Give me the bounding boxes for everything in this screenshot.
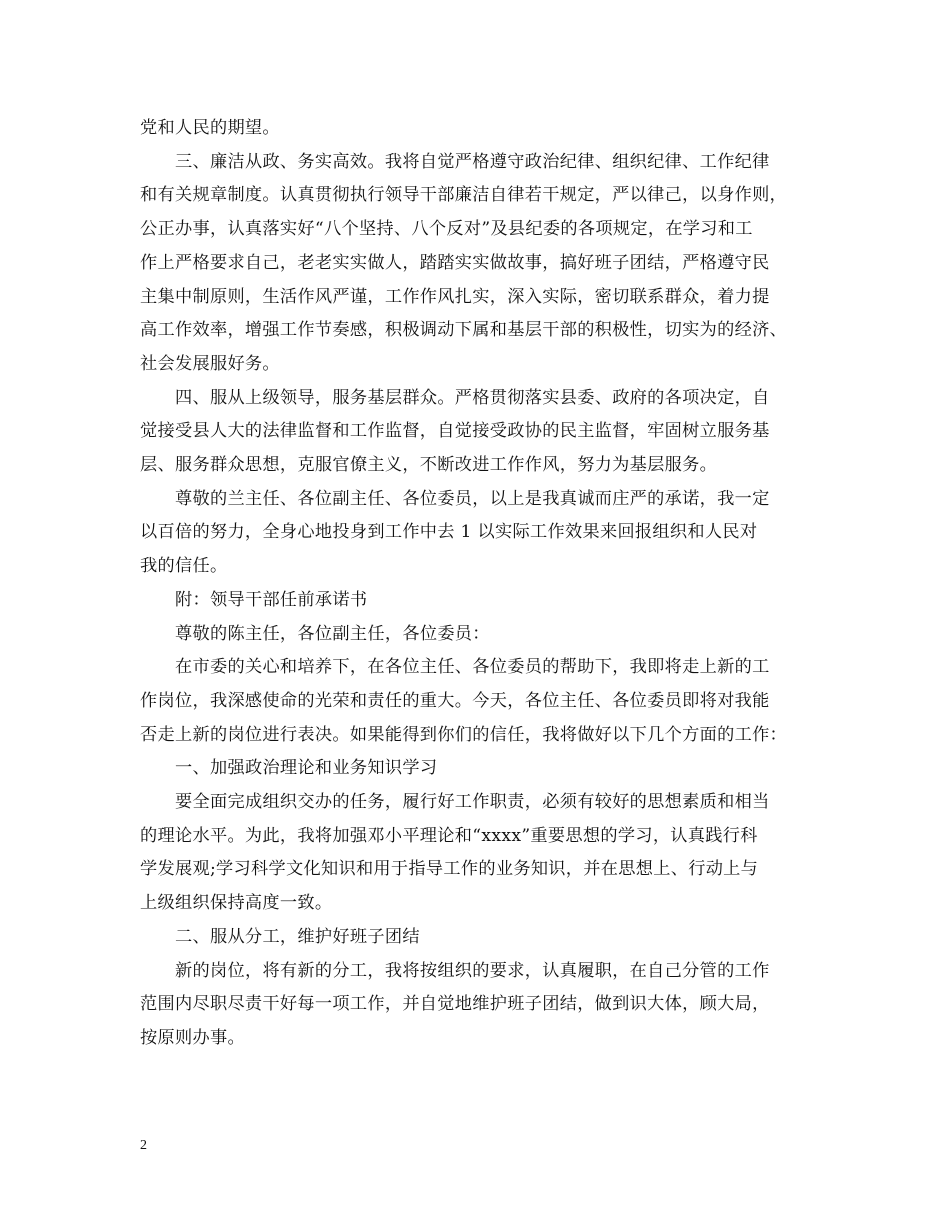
- paragraph-line: 以百倍的努力，全身心地投身到工作中去 1 以实际工作效果来回报组织和人民对: [140, 522, 758, 543]
- paragraph-line: 公正办事，认真落实好“八个坚持、八个反对”及县纪委的各项规定，在学习和工: [140, 219, 753, 240]
- paragraph: [140, 382, 815, 483]
- paragraph-line: 在市委的关心和培养下，在各位主任、各位委员的帮助下，我即将走上新的工: [175, 657, 770, 678]
- paragraph-line: 否走上新的岗位进行表决。如果能得到你们的信任，我将做好以下几个方面的工作：: [140, 724, 788, 745]
- paragraph: [140, 584, 815, 618]
- paragraph: [140, 112, 815, 146]
- paragraph-line: 上级组织保持高度一致。: [140, 893, 333, 914]
- paragraph-line: 作岗位，我深感使命的光荣和责任的重大。今天，各位主任、各位委员即将对我能: [140, 690, 770, 711]
- paragraph-line: 一、加强政治理论和业务知识学习: [175, 758, 438, 779]
- paragraph-line: 范围内尽职尽责干好每一项工作，并自觉地维护班子团结，做到识大体，顾大局，: [140, 994, 770, 1015]
- paragraph-line: 层、服务群众思想，克服官僚主义，不断改进工作作风，努力为基层服务。: [140, 455, 718, 476]
- paragraph-line: 尊敬的陈主任，各位副主任，各位委员：: [175, 623, 490, 644]
- paragraph-line: 要全面完成组织交办的任务，履行好工作职责，必须有较好的思想素质和相当: [175, 792, 770, 813]
- paragraph-line: 和有关规章制度。认真贯彻执行领导干部廉洁自律若干规定，严以律己，以身作则，: [140, 185, 788, 206]
- paragraph-line: 学发展观;学习科学文化知识和用于指导工作的业务知识，并在思想上、行动上与: [140, 859, 759, 880]
- paragraph-line: 四、服从上级领导，服务基层群众。严格贯彻落实县委、政府的各项决定，自: [175, 387, 770, 408]
- paragraph-line: 觉接受县人大的法律监督和工作监督，自觉接受政协的民主监督，牢固树立服务基: [140, 421, 770, 442]
- paragraph: [140, 752, 815, 786]
- document-body: [140, 112, 815, 1056]
- paragraph-line: 三、廉洁从政、务实高效。我将自觉严格遵守政治纪律、组织纪律、工作纪律: [175, 151, 770, 172]
- paragraph-line: 高工作效率，增强工作节奏感，积极调动下属和基层干部的积极性，切实为的经济、: [140, 320, 788, 341]
- page-number: 2: [140, 1138, 147, 1153]
- paragraph-line: 作上严格要求自己，老老实实做人，踏踏实实做故事，搞好班子团结，严格遵守民: [140, 252, 770, 273]
- paragraph: [140, 651, 815, 752]
- paragraph-line: 二、服从分工，维护好班子团结: [175, 926, 420, 947]
- paragraph-line: 新的岗位，将有新的分工，我将按组织的要求，认真履职，在自己分管的工作: [175, 960, 770, 981]
- paragraph: [140, 786, 815, 921]
- paragraph-line: 党和人民的期望。: [140, 118, 280, 138]
- paragraph-line: 尊敬的兰主任、各位副主任、各位委员，以上是我真诚而庄严的承诺，我一定: [175, 488, 770, 509]
- paragraph: [140, 955, 815, 1056]
- paragraph: [140, 483, 815, 584]
- paragraph-line: 社会发展服好务。: [140, 353, 280, 374]
- paragraph: [140, 921, 815, 955]
- paragraph-line: 按原则办事。: [140, 1027, 245, 1048]
- paragraph-line: 的理论水平。为此，我将加强邓小平理论和“xxxx”重要思想的学习，认真践行科: [140, 825, 758, 846]
- paragraph-line: 主集中制原则，生活作风严谨，工作作风扎实，深入实际，密切联系群众，着力提: [140, 286, 770, 307]
- paragraph-line: 附：领导干部任前承诺书: [175, 589, 368, 610]
- paragraph: [140, 618, 815, 652]
- paragraph: [140, 146, 815, 382]
- paragraph-line: 我的信任。: [140, 556, 228, 577]
